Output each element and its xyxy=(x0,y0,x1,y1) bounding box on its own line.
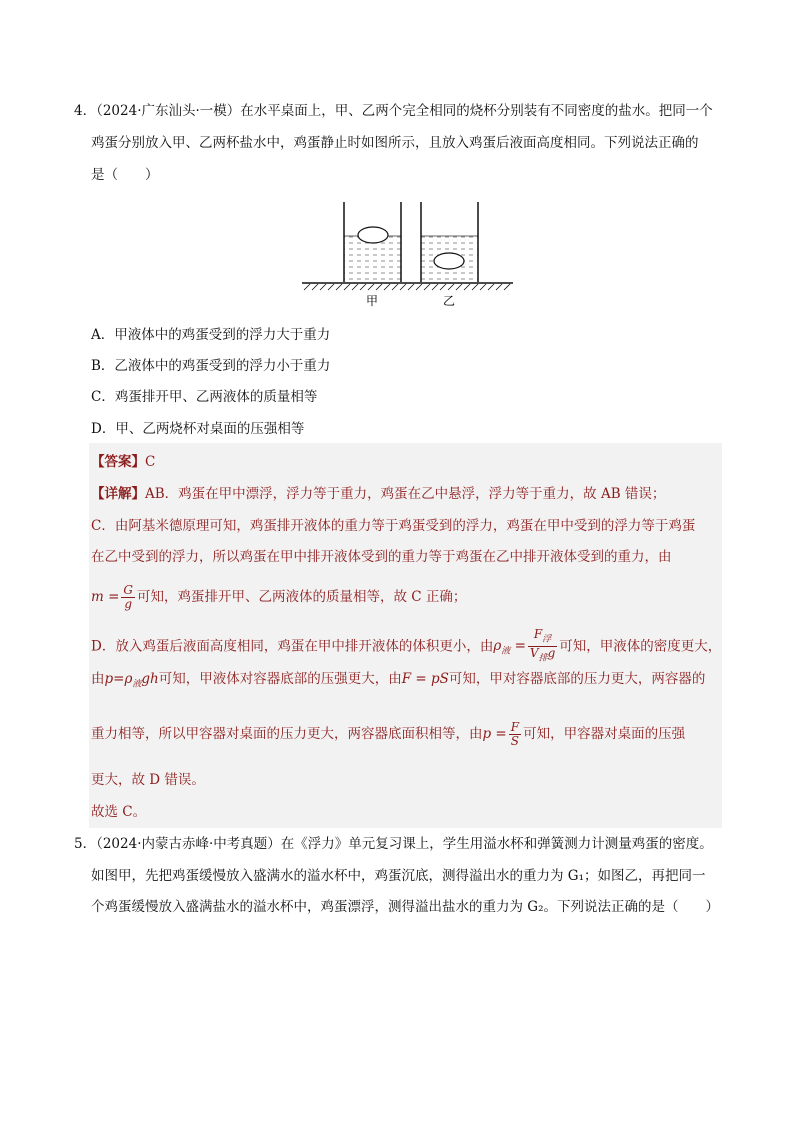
egg-floating xyxy=(358,227,388,243)
formula-p-lhs: p = xyxy=(482,726,507,742)
formula-rho-fraction: $\frac{F_浮}{V_排g}$ xyxy=(529,627,556,664)
detail-c-line-2: 在乙中受到的浮力，所以鸡蛋在甲中排开液体受到的重力等于鸡蛋在乙中排开液体受到的重力，由 xyxy=(91,549,672,565)
formula-m-fraction xyxy=(121,584,135,611)
egg-suspended xyxy=(434,253,464,269)
detail-d-line-2-pre: 由 xyxy=(91,671,105,687)
label-jia: 甲 xyxy=(366,294,379,308)
detail-ab-text: AB．鸡蛋在甲中漂浮，浮力等于重力，鸡蛋在乙中悬浮，浮力等于重力，故 AB 错误； xyxy=(145,486,666,502)
detail-c-line-1: C．由阿基米德原理可知，鸡蛋排开液体的重力等于鸡蛋受到的浮力，鸡蛋在甲中受到的浮力等于鸡蛋 xyxy=(91,518,696,534)
detail-d-line-1 xyxy=(91,628,721,666)
answer-label: 【答案】 xyxy=(91,454,145,470)
formula-rho-lhs: $\rho_液$ = xyxy=(493,638,526,658)
q5-stem-line-1: 5．（2024·内蒙古赤峰·中考真题）在《浮力》单元复习课上，学生用溢水杯和弹簧测力计测量鸡蛋的密度。 xyxy=(74,836,713,852)
formula-m-num: G xyxy=(123,583,133,597)
formula-m-den: g xyxy=(124,597,133,611)
detail-d-line-2-post: 可知，甲对容器底部的压力更大，两容器的 xyxy=(448,671,706,687)
answer-value: C xyxy=(145,454,156,470)
detail-d-line-3-pre: 重力相等，所以甲容器对桌面的压力更大，两容器底面积相等，由 xyxy=(91,726,483,742)
q5-stem-line-2: 如图甲，先把鸡蛋缓慢放入盛满水的溢水杯中，鸡蛋沉底，测得溢出水的重力为 G₁；如图乙，再把同一 xyxy=(91,868,706,884)
beaker-jia xyxy=(344,202,401,282)
detail-d-line-2-mid: 可知，甲液体对容器底部的压强更大，由 xyxy=(158,671,402,687)
beakers-figure xyxy=(300,198,515,310)
formula-f-ps: F = pS xyxy=(401,671,449,687)
beaker-yi xyxy=(421,202,478,282)
detail-d-line-1-pre: D．放入鸡蛋后液面高度相同，鸡蛋在甲中排开液体的体积更小，由 xyxy=(91,638,494,655)
q4-option-a: A．甲液体中的鸡蛋受到的浮力大于重力 xyxy=(91,327,331,343)
formula-m-lhs: m = xyxy=(91,589,120,605)
q4-option-c: C．鸡蛋排开甲、乙两液体的质量相等 xyxy=(91,389,318,405)
q4-stem-line-3: 是（ ） xyxy=(91,167,159,183)
q4-option-d: D．甲、乙两烧杯对桌面的压强相等 xyxy=(91,421,305,437)
detail-c-line-3-text: 可知，鸡蛋排开甲、乙两液体的质量相等，故 C 正确； xyxy=(137,589,467,605)
final-answer: 故选 C。 xyxy=(91,804,147,820)
q5-stem-line-3: 个鸡蛋缓慢放入盛满盐水的溢水杯中，鸡蛋漂浮，测得溢出盐水的重力为 G₂。下列说法正确的是（ ） xyxy=(91,899,719,915)
detail-d-line-4: 更大，故 D 错误。 xyxy=(91,772,205,788)
detail-d-line-2 xyxy=(91,669,705,695)
detail-label: 【详解】 xyxy=(91,486,145,502)
detail-d-line-3 xyxy=(91,721,685,748)
answer-line xyxy=(91,452,155,472)
q4-stem-line-1: 4．（2024·广东汕头·一模）在水平桌面上，甲、乙两个完全相同的烧杯分别装有不同密度的盐水。把同一个 xyxy=(74,103,713,119)
q4-option-b: B．乙液体中的鸡蛋受到的浮力小于重力 xyxy=(91,358,331,374)
label-yi: 乙 xyxy=(443,294,456,308)
detail-c-line-3 xyxy=(91,584,466,611)
detail-ab-line xyxy=(91,484,665,504)
q4-stem-line-2: 鸡蛋分别放入甲、乙两杯盐水中，鸡蛋静止时如图所示，且放入鸡蛋后液面高度相同。下列说法正确的 xyxy=(91,135,699,151)
formula-p-fraction: $\frac{F}{S}$ xyxy=(510,720,520,748)
formula-p-rho-gh: $p=\rho_液gh$ xyxy=(104,671,159,690)
detail-d-line-1-post: 可知，甲液体的密度更大， xyxy=(559,638,722,655)
table-surface xyxy=(302,283,513,290)
detail-d-line-3-post: 可知，甲容器对桌面的压强 xyxy=(523,726,686,742)
